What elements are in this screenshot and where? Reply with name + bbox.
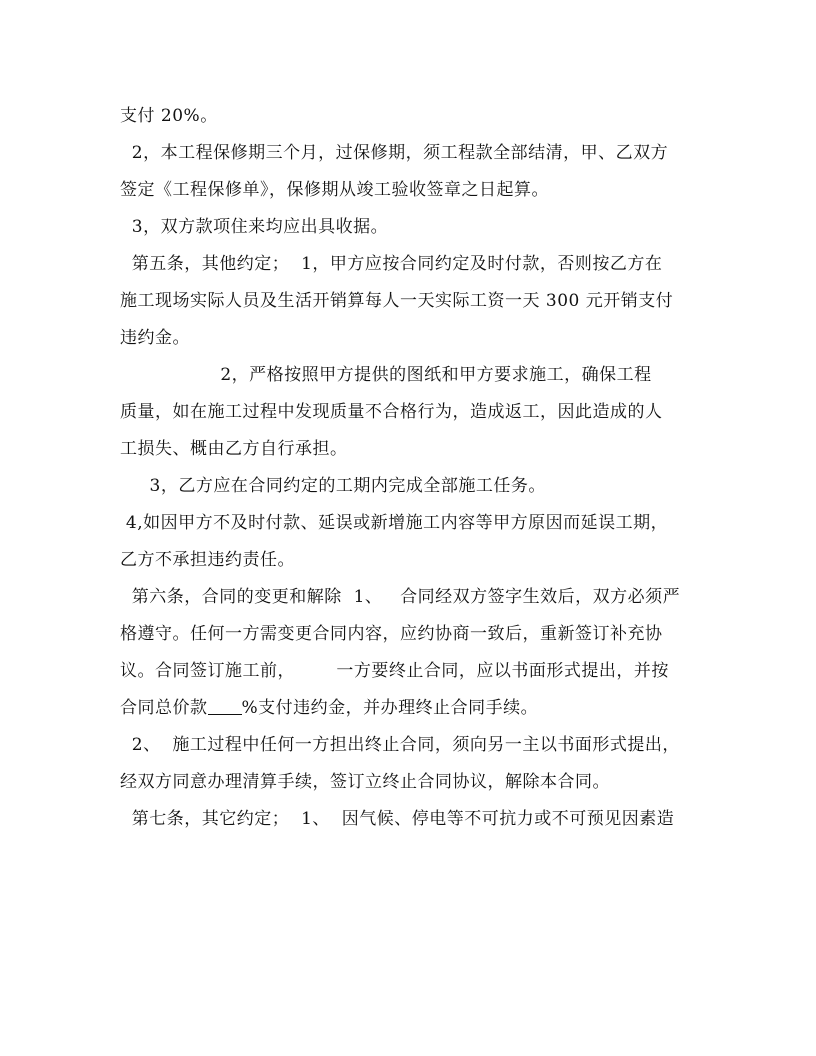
penalty-text-before: 合同总价款 <box>120 698 208 718</box>
text-line: 3，双方款项住来均应出具收据。 <box>120 217 389 237</box>
text-line: 第五条，其他约定； 1，甲方应按合同约定及时付款，否则按乙方在 <box>120 254 663 274</box>
penalty-line <box>120 690 720 727</box>
text-line: 第六条，合同的变更和解除 1、 合同经双方签字生效后，双方必须严 <box>120 587 681 607</box>
text-line: 议。合同签订施工前， 一方要终止合同，应以书面形式提出，并按 <box>120 661 669 681</box>
text-line: 4,如因甲方不及时付款、延误或新增施工内容等甲方原因而延误工期， <box>120 513 669 533</box>
text-line: 2、 施工过程中任何一方担出终止合同，须向另一主以书面形式提出， <box>120 735 680 755</box>
text-line: 违约金。 <box>120 328 190 348</box>
text-line: 质量，如在施工过程中发现质量不合格行为，造成返工，因此造成的人 <box>120 402 663 422</box>
penalty-text-after: %支付违约金，并办理终止合同手续。 <box>241 698 539 718</box>
text-line: 工损失、概由乙方自行承担。 <box>120 439 348 459</box>
text-line: 第七条，其它约定； 1、 因气候、停电等不可抗力或不可预见因素造 <box>120 809 675 829</box>
text-line: 格遵守。任何一方需变更合同内容，应约协商一致后，重新签订补充协 <box>120 624 663 644</box>
text-line: 2，本工程保修期三个月，过保修期，须工程款全部结清，甲、乙双方 <box>120 143 669 163</box>
text-line: 签定《工程保修单》，保修期从竣工验收签章之日起算。 <box>120 180 549 200</box>
text-line: 经双方同意办理清算手续，签订立终止合同协议，解除本合同。 <box>120 772 610 792</box>
text-line: 乙方不承担违约责任。 <box>120 550 295 570</box>
text-line: 2，严格按照甲方提供的图纸和甲方要求施工，确保工程 <box>120 365 652 385</box>
text-line: 施工现场实际人员及生活开销算每人一天实际工资一天 300 元开销支付 <box>120 291 674 311</box>
contract-body <box>120 98 720 838</box>
blank-percentage-field <box>208 697 242 715</box>
text-line: 3，乙方应在合同约定的工期内完成全部施工任务。 <box>120 476 546 496</box>
text-line: 支付 20%。 <box>120 106 218 126</box>
